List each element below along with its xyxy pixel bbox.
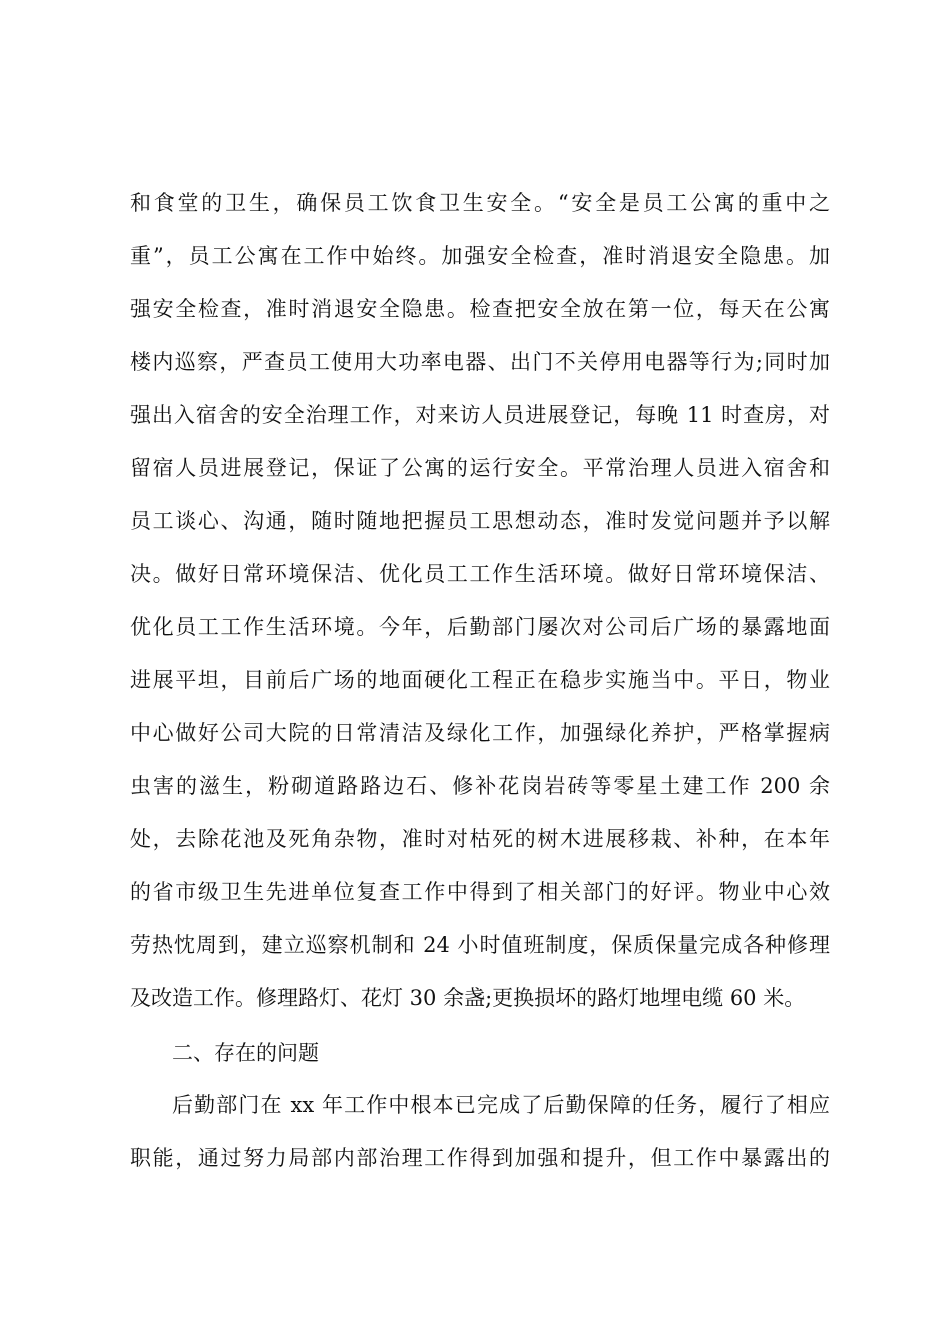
text-line: 进展平坦，目前后广场的地面硬化工程正在稳步实施当中。平日，物业 <box>130 668 830 692</box>
text-line: 虫害的滋生，粉砌道路路边石、修补花岗岩砖等零星土建工作 200 余 <box>130 774 830 798</box>
text-line: 职能，通过努力局部内部治理工作得到加强和提升，但工作中暴露出的 <box>130 1146 830 1170</box>
text-line: 的省市级卫生先进单位复查工作中得到了相关部门的好评。物业中心效 <box>130 880 830 904</box>
text-line: 劳热忱周到，建立巡察机制和 24 小时值班制度，保质保量完成各种修理 <box>130 933 830 957</box>
text-line: 优化员工工作生活环境。今年，后勤部门屡次对公司后广场的暴露地面 <box>130 615 830 639</box>
paragraph-2 <box>130 1092 830 1198</box>
text-line: 留宿人员进展登记，保证了公寓的运行安全。平常治理人员进入宿舍和 <box>130 456 830 480</box>
text-line: 强安全检查，准时消退安全隐患。检查把安全放在第一位，每天在公寓 <box>130 297 830 321</box>
section-heading: 二、存在的问题 <box>172 1041 319 1065</box>
paragraph-1 <box>130 190 830 1038</box>
text-line: 后勤部门在 xx 年工作中根本已完成了后勤保障的任务，履行了相应 <box>172 1093 830 1117</box>
text-line: 员工谈心、沟通，随时随地把握员工思想动态，准时发觉问题并予以解 <box>130 509 830 533</box>
text-line: 决。做好日常环境保洁、优化员工工作生活环境。做好日常环境保洁、 <box>130 562 830 586</box>
text-line: 强出入宿舍的安全治理工作，对来访人员进展登记，每晚 11 时查房，对 <box>130 403 830 427</box>
text-line: 中心做好公司大院的日常清洁及绿化工作，加强绿化养护，严格掌握病 <box>130 721 830 745</box>
text-line: 和食堂的卫生，确保员工饮食卫生安全。“安全是员工公寓的重中之 <box>130 191 830 215</box>
text-line: 处，去除花池及死角杂物，准时对枯死的树木进展移栽、补种，在本年 <box>130 827 830 851</box>
text-line: 及改造工作。修理路灯、花灯 30 余盏;更换损坏的路灯地埋电缆 60 米。 <box>130 986 806 1010</box>
text-line: 重”，员工公寓在工作中始终。加强安全检查，准时消退安全隐患。加 <box>130 244 830 268</box>
text-line: 楼内巡察，严查员工使用大功率电器、出门不关停用电器等行为;同时加 <box>130 350 830 374</box>
